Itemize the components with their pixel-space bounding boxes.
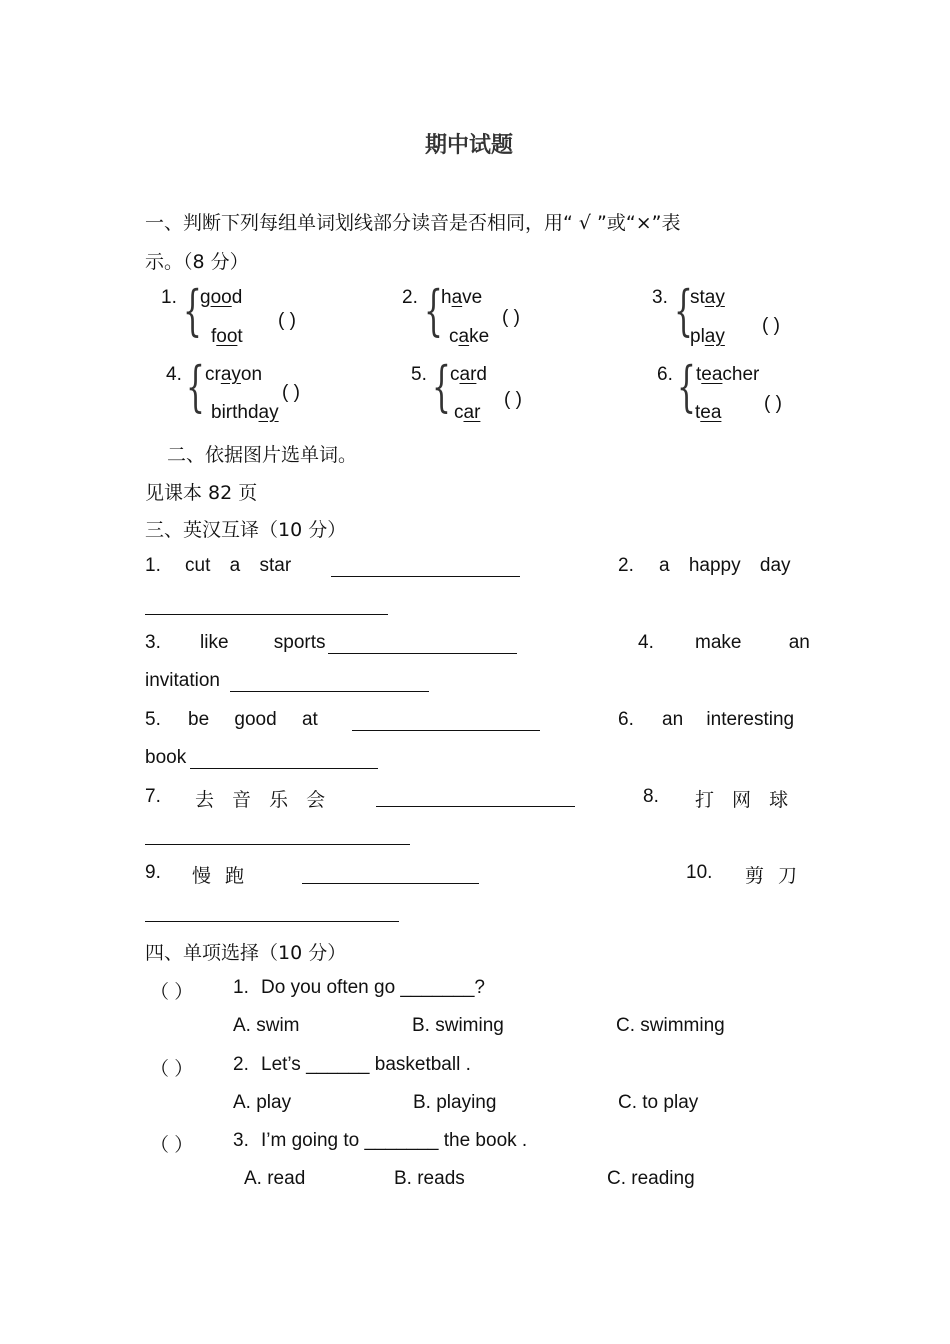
word-1: good [200,287,243,308]
option-c[interactable]: C. to play [618,1092,699,1113]
answer-paren[interactable]: （ ） [150,1135,194,1156]
item-number: 6. [618,709,634,730]
question-number: 2. [233,1054,249,1075]
prompt-text: a happy day [659,555,791,576]
section2-note: 见课本 82 页 [145,482,258,504]
answer-line[interactable] [145,826,410,845]
prompt-text: make an [695,632,810,653]
item-number: 4. [638,632,654,653]
prompt-text: 剪 刀 [745,865,802,887]
item-number: 1. [161,287,177,308]
prompt-text: be good at [188,709,318,730]
item-number: 2. [402,287,418,308]
item-number: 2. [618,555,634,576]
question-stem: I’m going to _______ the book . [261,1130,528,1151]
answer-line[interactable] [190,750,378,769]
answer-line[interactable] [331,558,520,577]
item-number: 4. [166,364,182,385]
answer-paren[interactable]: （ ） [150,982,194,1003]
answer-line[interactable] [145,903,399,922]
answer-blank[interactable]: ( ) [764,393,782,414]
page-title: 期中试题 [425,133,514,158]
item-number: 3. [145,632,161,653]
word-1: stay [690,287,725,308]
option-c[interactable]: C. reading [607,1168,695,1189]
answer-line[interactable] [145,596,388,615]
section1-heading-cont: 示。（8 分） [145,251,249,273]
answer-line[interactable] [302,865,479,884]
prompt-text: 慢 跑 [192,865,249,887]
answer-blank[interactable]: ( ) [762,315,780,336]
section1-heading: 一、判断下列每组单词划线部分读音是否相同，用“ √ ”或“×”表 [145,212,681,234]
section3-heading: 三、英汉互译（10 分） [145,519,347,541]
word-2: tea [695,402,722,423]
option-b[interactable]: B. playing [413,1092,497,1113]
question-number: 1. [233,977,249,998]
item-number: 8. [643,786,659,807]
answer-line[interactable] [328,635,517,654]
item-number: 6. [657,364,673,385]
prompt-text-cont: book [145,747,187,768]
brace-icon: { [424,279,443,342]
question-stem: Do you often go _______? [261,977,485,998]
brace-icon: { [432,355,451,418]
answer-blank[interactable]: ( ) [504,389,522,410]
prompt-text: an interesting [662,709,795,730]
section4-heading: 四、单项选择（10 分） [145,942,347,964]
prompt-text: 去 音 乐 会 [195,789,332,811]
word-2: foot [211,326,243,347]
option-c[interactable]: C. swimming [616,1015,725,1036]
option-a[interactable]: A. read [244,1168,306,1189]
brace-icon: { [674,279,693,342]
prompt-text-cont: invitation [145,670,220,691]
brace-icon: { [183,279,202,342]
section2-heading: 二、依据图片选单词。 [167,444,358,466]
option-a[interactable]: A. play [233,1092,292,1113]
word-1: teacher [696,364,760,385]
question-number: 3. [233,1130,249,1151]
answer-paren[interactable]: （ ） [150,1059,194,1080]
brace-icon: { [677,355,696,418]
item-number: 3. [652,287,668,308]
answer-line[interactable] [230,673,429,692]
brace-icon: { [186,355,205,418]
item-number: 1. [145,555,161,576]
word-2: cake [449,326,490,347]
answer-line[interactable] [352,712,540,731]
prompt-text: like sports [200,632,326,653]
item-number: 7. [145,786,161,807]
word-1: crayon [205,364,263,385]
answer-blank[interactable]: ( ) [502,307,520,328]
answer-blank[interactable]: ( ) [278,310,296,331]
word-2: birthday [211,402,279,423]
word-1: have [441,287,483,308]
item-number: 5. [145,709,161,730]
option-a[interactable]: A. swim [233,1015,300,1036]
option-b[interactable]: B. reads [394,1168,465,1189]
prompt-text: cut a star [185,555,292,576]
answer-line[interactable] [376,788,575,807]
word-1: card [450,364,487,385]
item-number: 10. [686,862,713,883]
word-2: play [690,326,725,347]
question-stem: Let’s ______ basketball . [261,1054,471,1075]
answer-blank[interactable]: ( ) [282,382,300,403]
word-2: car [454,402,481,423]
item-number: 5. [411,364,427,385]
item-number: 9. [145,862,161,883]
option-b[interactable]: B. swiming [412,1015,504,1036]
prompt-text: 打 网 球 [695,789,795,811]
